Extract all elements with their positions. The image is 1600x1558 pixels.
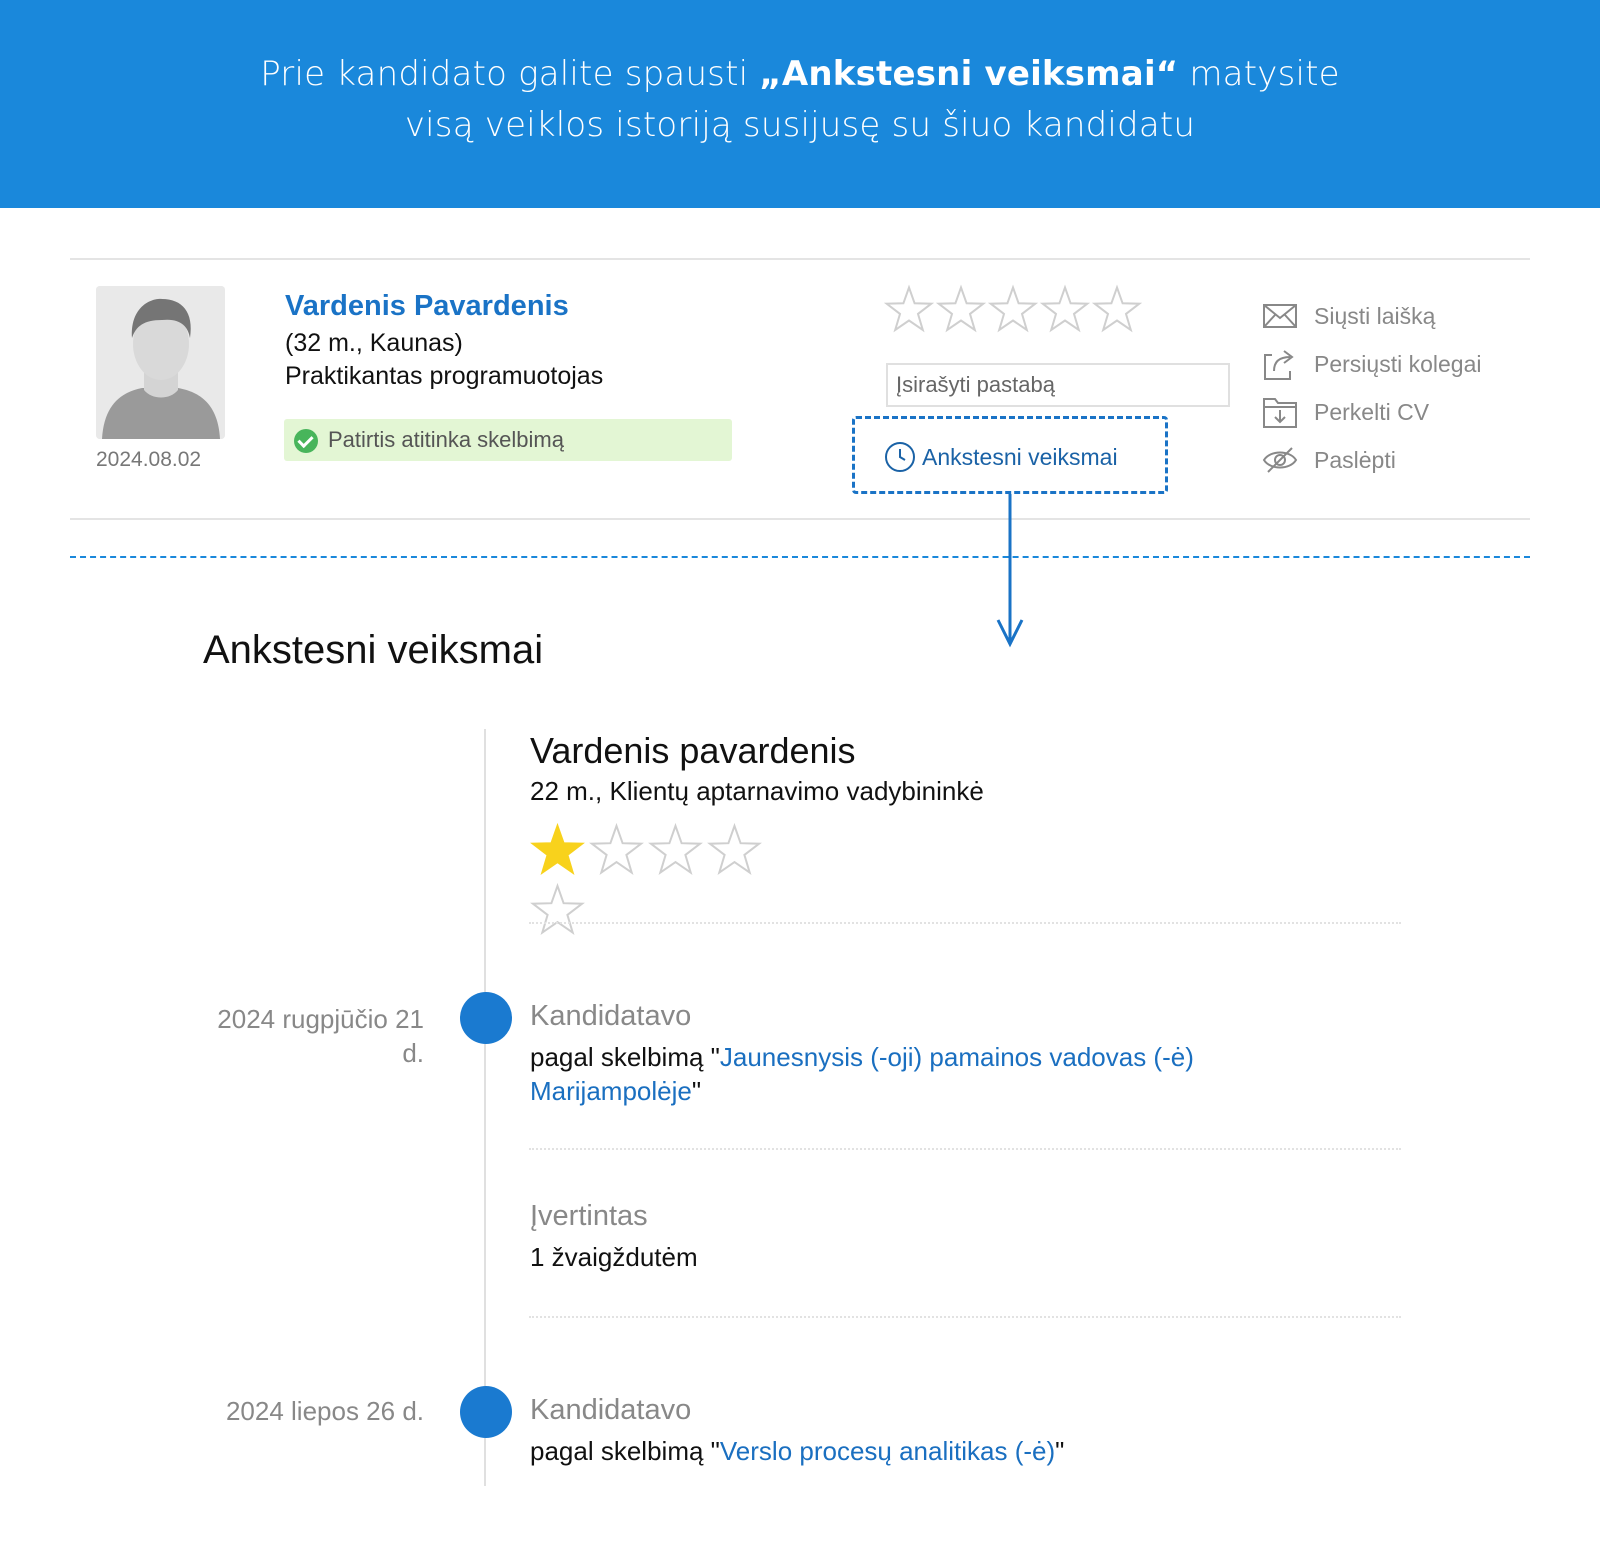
event-text: pagal skelbimą "Verslo procesų analitikas (-ė)" xyxy=(530,1436,1065,1466)
timeline-divider xyxy=(529,1148,1401,1150)
timeline-dot xyxy=(460,992,512,1044)
candidate-name-link[interactable]: Vardenis Pavardenis xyxy=(285,290,569,322)
history-link-label: Ankstesni veiksmai xyxy=(922,443,1118,470)
forward-colleague-label: Persiųsti kolegai xyxy=(1314,350,1482,377)
event-text: 1 žvaigždutėm xyxy=(530,1242,698,1272)
timeline-divider xyxy=(529,1316,1401,1318)
card-date: 2024.08.02 xyxy=(96,448,202,471)
star-filled-icon xyxy=(530,822,585,877)
candidate-role: Praktikantas programuotojas xyxy=(285,362,604,390)
candidate-meta: (32 m., Kaunas) xyxy=(285,329,463,357)
match-badge-label: Patirtis atitinka skelbimą xyxy=(328,427,564,452)
history-candidate-name: Vardenis pavardenis xyxy=(530,730,856,771)
hide-label: Paslėpti xyxy=(1314,446,1396,473)
pointer-arrow-icon xyxy=(0,0,1600,660)
star-empty-icon xyxy=(530,882,585,937)
star-empty-icon xyxy=(648,822,703,877)
event-title: Kandidatavo xyxy=(530,1394,692,1426)
banner-line-1: Prie kandidato galite spausti „Ankstesni veiksmai“ matysite xyxy=(260,54,1340,94)
event-date: 2024 liepos 26 d. xyxy=(225,1396,424,1426)
move-cv-label: Perkelti CV xyxy=(1314,398,1430,425)
history-title: Ankstesni veiksmai xyxy=(203,628,544,672)
star-empty-icon xyxy=(589,822,644,877)
job-ad-link[interactable]: Jaunesnysis (-oji) pamainos vadovas (-ė) Marijampolėje xyxy=(530,1042,1194,1106)
star-empty-icon xyxy=(707,822,762,877)
timeline-line xyxy=(484,729,486,1486)
event-title: Įvertintas xyxy=(530,1200,648,1232)
timeline-divider xyxy=(529,922,1401,924)
event-title: Kandidatavo xyxy=(530,1000,692,1032)
banner-line-2: visą veiklos istoriją susijusę su šiuo kandidatu xyxy=(404,105,1196,145)
job-ad-link[interactable]: Verslo procesų analitikas (-ė) xyxy=(719,1436,1056,1466)
banner-highlight: „Ankstesni veiksmai“ xyxy=(759,54,1179,94)
event-date: 2024 rugpjūčio 21 d. xyxy=(217,1004,424,1068)
history-candidate-sub: 22 m., Klientų aptarnavimo vadybininkė xyxy=(530,776,984,806)
history-rating xyxy=(530,822,822,882)
timeline-dot xyxy=(460,1386,512,1438)
event-text: pagal skelbimą "Jaunesnysis (-oji) pamainos vadovas (-ė) Marijampolėje" xyxy=(530,1042,1194,1106)
send-email-label: Siųsti laišką xyxy=(1314,302,1436,329)
